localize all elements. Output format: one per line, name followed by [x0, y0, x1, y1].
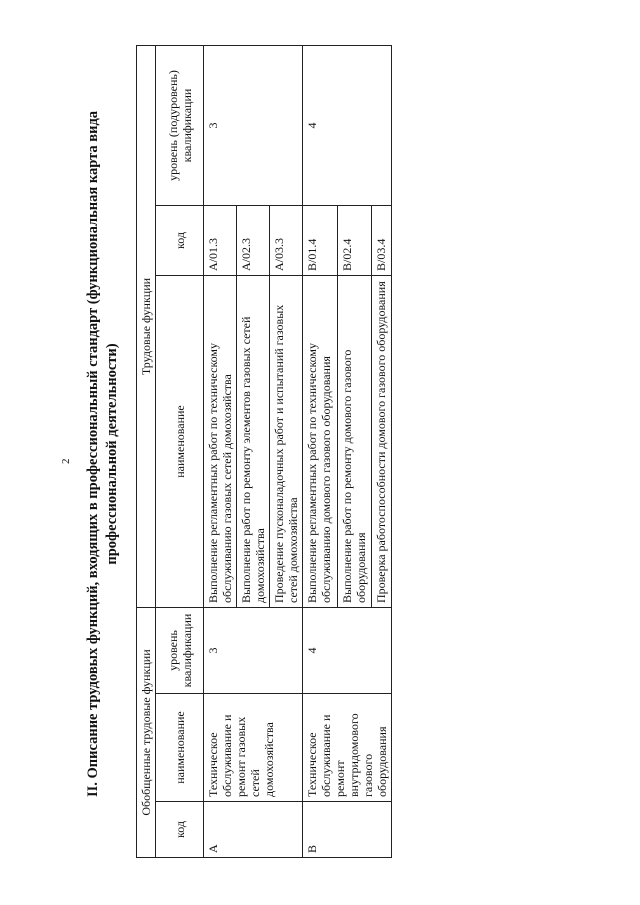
col-name-header: наименование	[156, 694, 204, 802]
section-title-line-1: II. Описание трудовых функций, входящих в профессиональный стандарт (функциональная карта вида	[85, 110, 101, 798]
gtf-level: 4	[303, 608, 392, 694]
labor-functions-header: Трудовые функции	[137, 46, 156, 608]
tf-code: A/03.3	[270, 206, 303, 276]
gtf-code: A	[204, 802, 303, 858]
gtf-code: B	[303, 802, 392, 858]
col-level-header: уровень квалификации	[156, 608, 204, 694]
page-number: 2	[60, 458, 72, 464]
col-tf-code-header: код	[156, 206, 204, 276]
tf-code: B/03.4	[372, 206, 392, 276]
gtf-name: Техническое обслуживание и ремонт внутридомового газового оборудования	[303, 694, 392, 802]
generalized-functions-header: Обобщенные трудовые функции	[137, 608, 156, 858]
col-sublevel-header: уровень (подуровень) квалификации	[156, 46, 204, 206]
tf-name: Выполнение регламентных работ по техническому обслуживанию газовых сетей домохозяйства	[204, 276, 237, 608]
tf-code: A/02.3	[237, 206, 270, 276]
section-title-line-2: профессиональной деятельности)	[104, 343, 120, 565]
table-row	[303, 46, 338, 858]
tf-name: Выполнение работ по ремонту элементов газовых сетей домохозяйства	[237, 276, 270, 608]
gtf-level: 3	[204, 608, 303, 694]
tf-name: Проведение пусконаладочных работ и испытаний газовых сетей домохозяйства	[270, 276, 303, 608]
table-row	[204, 46, 237, 858]
tf-name: Выполнение работ по ремонту домового газового оборудования	[337, 276, 372, 608]
tf-code: A/01.3	[204, 206, 237, 276]
tf-code: B/01.4	[303, 206, 338, 276]
tf-name: Выполнение регламентных работ по техническому обслуживанию домового газового оборудования	[303, 276, 338, 608]
tf-name: Проверка работоспособности домового газового оборудования	[372, 276, 392, 608]
rotated-page	[56, 46, 616, 862]
tf-sublevel: 3	[204, 46, 303, 206]
tf-sublevel: 4	[303, 46, 392, 206]
col-code-header: код	[156, 802, 204, 858]
tf-code: B/02.4	[337, 206, 372, 276]
column-header-row	[156, 46, 204, 858]
group-header-row	[137, 46, 156, 858]
gtf-name: Техническое обслуживание и ремонт газовых сетей домохозяйства	[204, 694, 303, 802]
col-tf-name-header: наименование	[156, 276, 204, 608]
functional-map-table	[136, 45, 392, 858]
